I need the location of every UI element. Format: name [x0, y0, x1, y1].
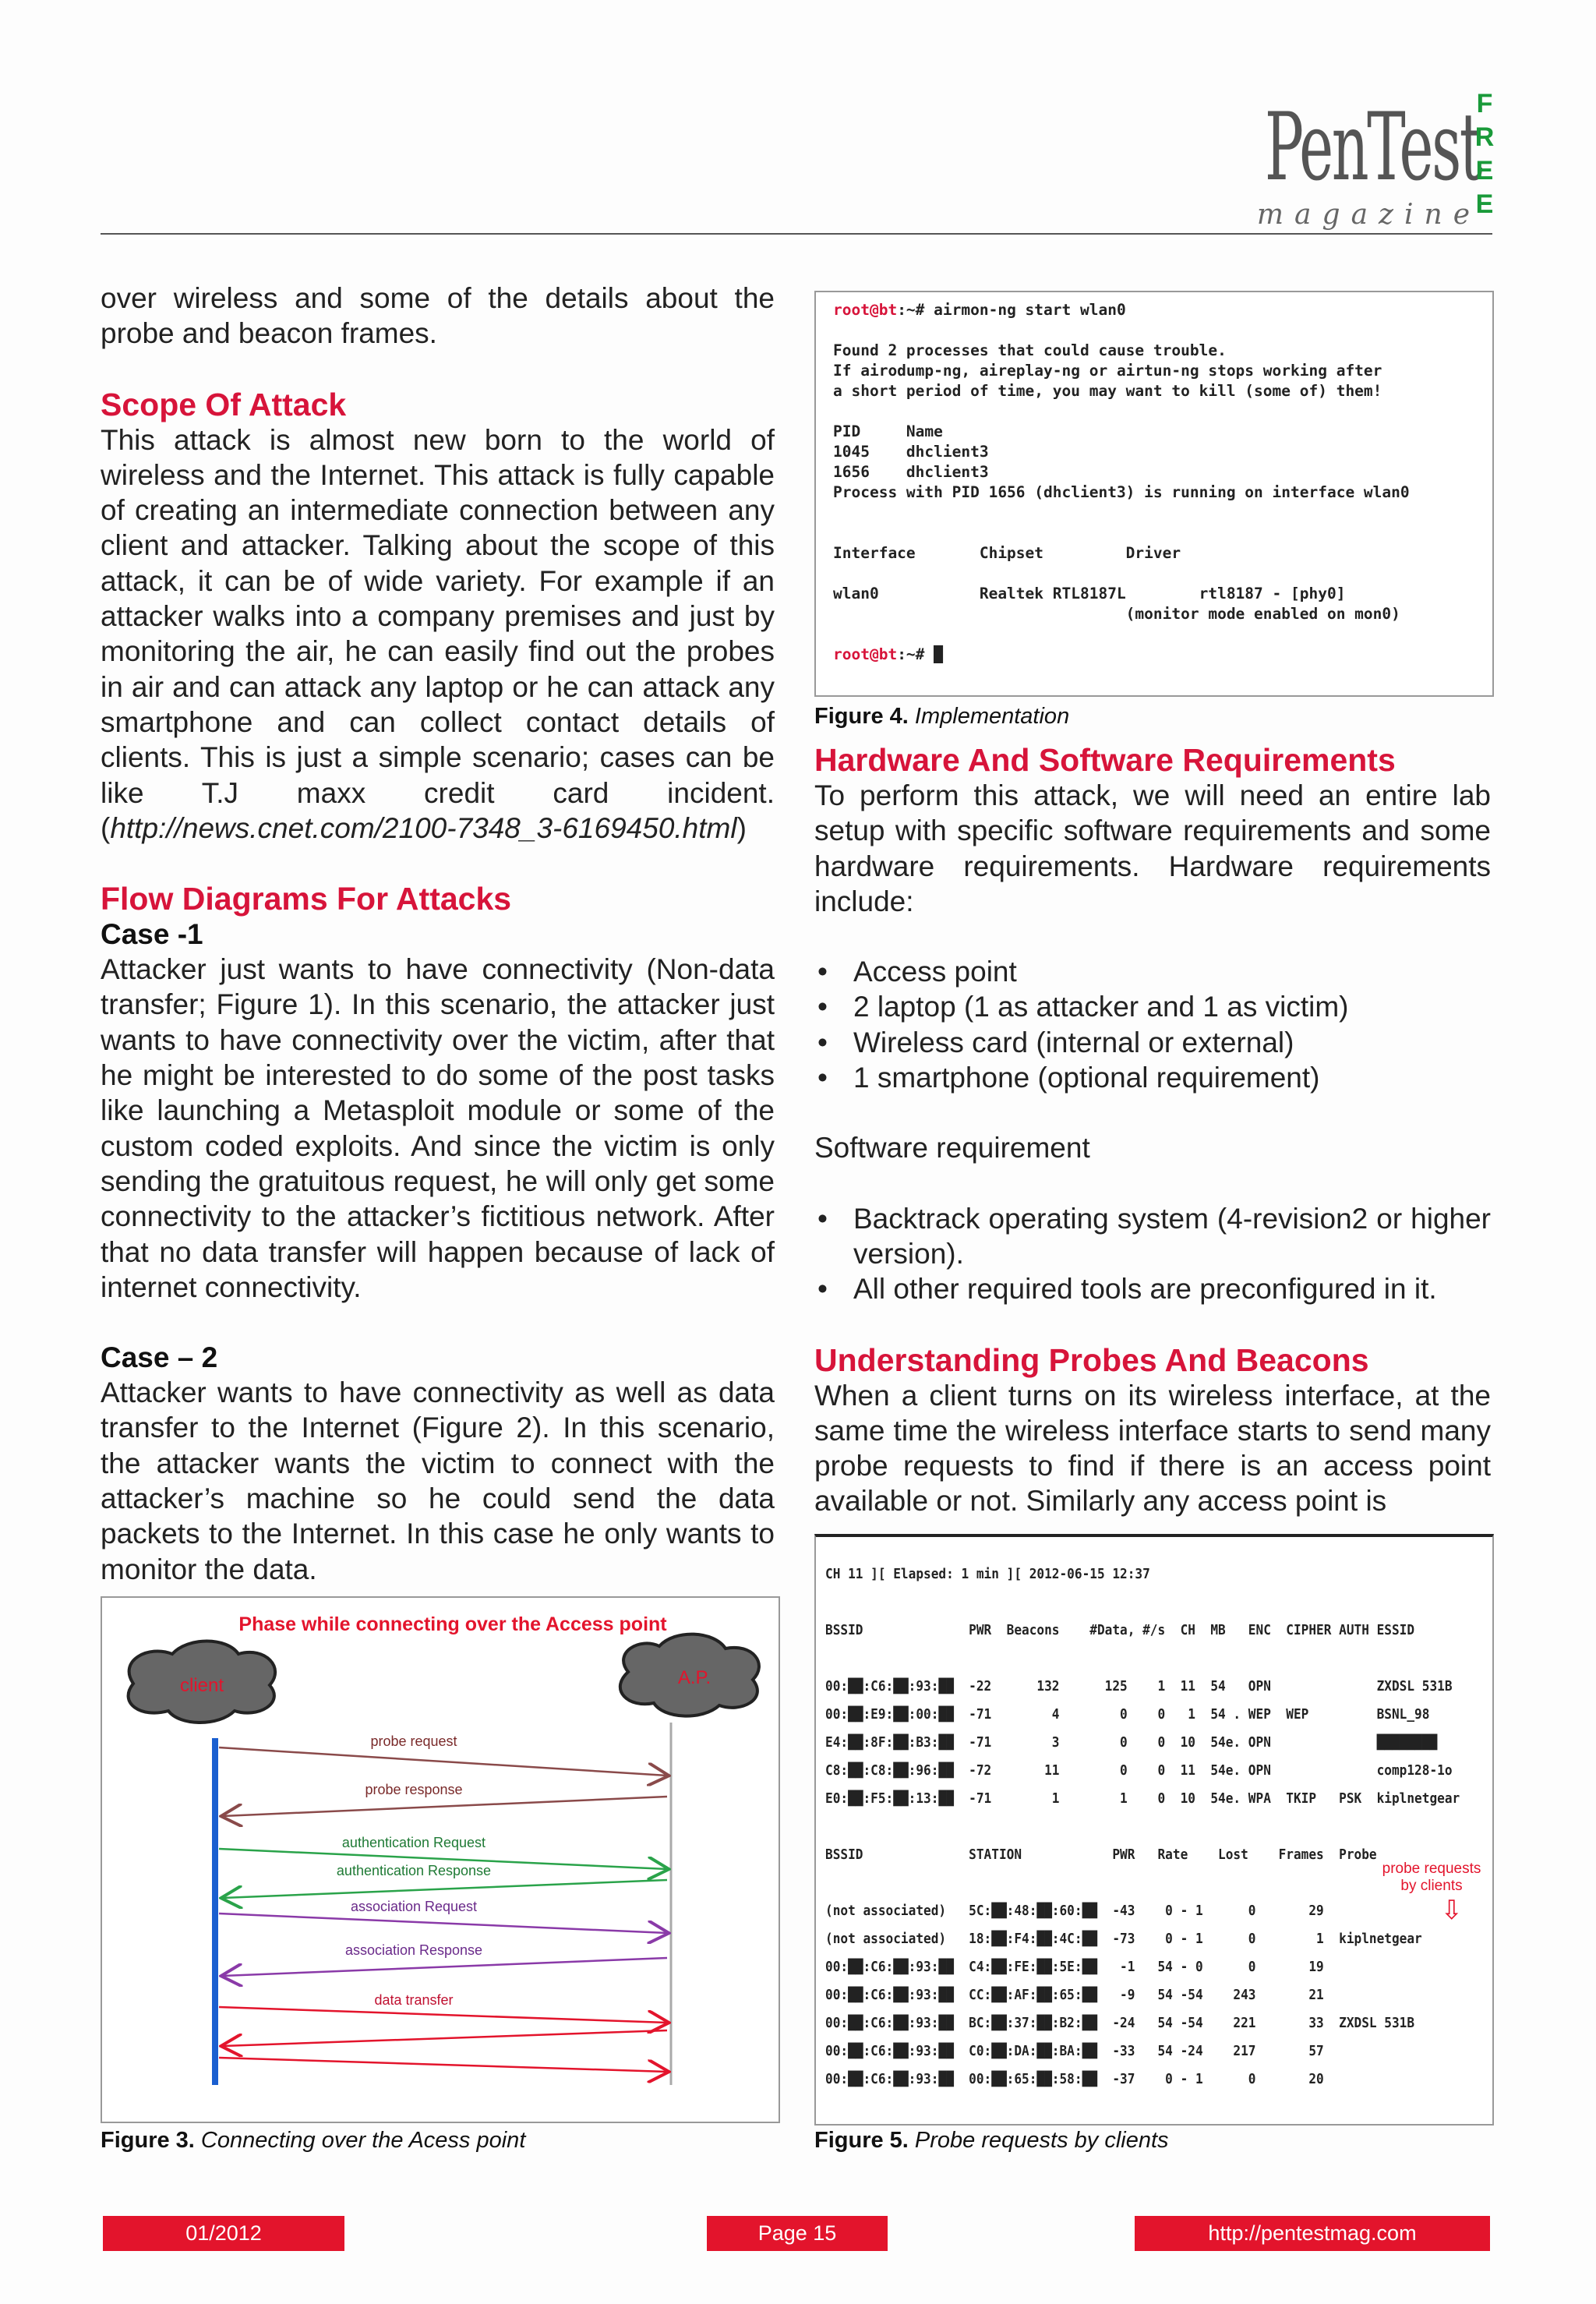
airodump-output: CH 11 ][ Elapsed: 1 min ][ 2012-06-15 12:37 BSSID PWR Beacons #Data, #/s CH MB ENC CIPHER AUTH ESSID 00:██:C6:██:93:██ -22 132 125 1 11 54 OPN ZXDSL 531B 00:██:E9:██:00:██ -71 4 0 0 1 54 . WEP WEP BSNL_98 E4:██:8F:██:B3:██ -71 3 0 0 10 54e. OPN ████████ C8:██:C8:██:96:██ -72 11 0 0 11 54e. OPN comp128-1o E0:██:F5:██:13:██ -71 1 1 0 10 54e. WPA TKIP PSK kiplnetgear BSSID STATION PWR Rate Lost Frames Probe (not associated) 5C:██:48:██:60:██ -43 0 - 1 0 29 (not associated) 18:██:F4:██:4C:██ -73 0 - 1 0 1 kiplnetgear 00:██:C6:██:93:██ C4:██:FE:██:5E:██ -1 54 - 0 0 19 00:██:C6:██:93:██ CC:██:AF:██:65:██ -9 54 -54 243 21 00:██:C6:██:93:██ BC:██:37:██:B2:██ -24 54 -54 221 33 ZXDSL 531B 00:██:C6:██:93:██ C0:██:DA:██:BA:██ -33 54 -24 217 57 00:██:C6:██:93:██ 00:██:65:██:58:██ -37 0 - 1 0 20 [825, 1567, 1460, 2087]
footer-page: Page 15 [707, 2216, 888, 2251]
sw-label: Software requirement [814, 1132, 1090, 1164]
free-letter: E [1475, 189, 1494, 219]
figure5-airodump [814, 1534, 1494, 2126]
message-label: probe response [365, 1782, 463, 1797]
list-item: • Access point [814, 954, 1491, 989]
figure3-caption: Figure 3. Connecting over the Acess point [101, 2128, 526, 2153]
figure4-caption: Figure 4. Implementation [814, 704, 1070, 729]
free-letter: R [1474, 122, 1495, 152]
message-label: association Response [344, 1942, 483, 1958]
intro-paragraph: over wireless and some of the details about the probe and beacon frames. [101, 282, 775, 350]
footer-url[interactable]: http://pentestmag.com [1135, 2216, 1490, 2251]
footer-issue: 01/2012 [103, 2216, 344, 2251]
case1-heading: Case -1 [101, 918, 203, 951]
list-item: • 2 laptop (1 as attacker and 1 as victim) [814, 989, 1491, 1024]
message-arrow [223, 1797, 667, 1816]
message-arrow [219, 2007, 667, 2023]
data-transfer-arrow [223, 2030, 667, 2046]
terminal-lines: Found 2 processes that could cause trouble. If airodump-ng, aireplay-ng or airtun-ng stops working after a short period of time, you may want to kill (some of) them! PID Name 1045 dhclient3 1656 dhclient3 Process with PID 1656 (dhclient3) is running on interface wlan0 Interface Chipset Driver wlan0 Realtek RTL8187L rtl8187 - [phy0] (monitor mode enabled on mon0) [833, 341, 1410, 623]
hw-list [814, 954, 1491, 1095]
left-column [101, 281, 775, 1587]
figure3-diagram [101, 1596, 780, 2123]
arrow-down-icon: ⇩ [1440, 1896, 1463, 1925]
list-item: • Backtrack operating system (4-revision2 or higher version). [814, 1201, 1491, 1272]
sequence-diagram [102, 1598, 779, 2122]
probes-heading: Understanding Probes And Beacons [814, 1341, 1369, 1378]
scope-paragraph: This attack is almost new born to the world of wireless and the Internet. This attack is fully capable of creating an intermediate connection between any client and attacker. Talking about the scope of this attack, it can be of wide variety. For example if an attacker walks into a company premises and just by monitoring the air, he can easily find out the probes in air and can attack any laptop or he can attack any smartphone and can collect contact details of clients. This is just a simple scenario; cases can be like T.J maxx credit card incident. (http://news.cnet.com/2100-7348_3-6169450.html) [101, 423, 775, 844]
case2-heading: Case – 2 [101, 1341, 218, 1374]
terminal-output: root@bt:~# airmon-ng start wlan0 Found 2 processes that could cause trouble. If airodump-ng, aireplay-ng or airtun-ng stops working after a short period of time, you may want to kill (some of) them! PID Name 1045 dhclient3 1656 dhclient3 Process with PID 1656 (dhclient3) is running on interface wlan0 Interface Chipset Driver wlan0 Realtek RTL8187L rtl8187 - [phy0] (monitor mode enabled on mon0) root@bt:~# █ [833, 301, 1410, 663]
right-column [814, 742, 1491, 1519]
list-item: • Wireless card (internal or external) [814, 1025, 1491, 1060]
message-label: authentication Response [336, 1863, 492, 1878]
message-label: authentication Request [341, 1835, 486, 1850]
case1-paragraph: Attacker just wants to have connectivity (Non-data transfer; Figure 1). In this scenario, the attacker just wants to have connectivity over the victim, after that he might be interested to do some of the post tasks like launching a Metasploit module or some of the custom coded exploits. And since the victim is only sending the gratuitous request, he will only get some connectivity to the attacker’s fictitious network. After that no data transfer will happen because of lack of internet connectivity. [101, 953, 775, 1303]
free-badge [1473, 87, 1496, 221]
message-label: probe request [370, 1733, 457, 1749]
scope-link[interactable]: http://news.cnet.com/2100-7348_3-6169450.html [110, 811, 737, 844]
hw-paragraph: To perform this attack, we will need an entire lab setup with specific software requirements and some hardware requirements. Hardware requirements include: [814, 779, 1491, 917]
access-point-cloud [620, 1634, 759, 1716]
data-transfer-arrow [219, 2058, 667, 2072]
ap-rows: 00:██:C6:██:93:██ -22 132 125 1 11 54 OPN ZXDSL 531B 00:██:E9:██:00:██ -71 4 0 0 1 54 . WEP WEP BSNL_98 E4:██:8F:██:B3:██ -71 3 0 0 10 54e. OPN ████████ C8:██:C8:██:96:██ -72 11 0 0 11 54e. OPN comp128-1o E0:██:F5:██:13:██ -71 1 1 0 10 54e. WPA TKIP PSK kiplnetgear [825, 1679, 1460, 1807]
station-rows: (not associated) 5C:██:48:██:60:██ -43 0 - 1 0 29 (not associated) 18:██:F4:██:4C:██ -73 0 - 1 0 1 kiplnetgear 00:██:C6:██:93:██ C4:██:FE:██:5E:██ -1 54 - 0 0 19 00:██:C6:██:93:██ CC:██:AF:██:65:██ -9 54 -54 243 21 00:██:C6:██:93:██ BC:██:37:██:B2:██ -24 54 -54 221 33 ZXDSL 531B 00:██:C6:██:93:██ C0:██:DA:██:BA:██ -33 54 -24 217 57 00:██:C6:██:93:██ 00:██:65:██:58:██ -37 0 - 1 0 20 [825, 1903, 1422, 2087]
message-label: data transfer [374, 1992, 454, 2008]
sw-list [814, 1201, 1491, 1307]
logo-title: PenTest [1264, 94, 1481, 202]
scope-heading: Scope Of Attack [101, 386, 347, 422]
free-letter: E [1475, 156, 1494, 186]
client-label: client [179, 1675, 224, 1696]
diagram-title: Phase while connecting over the Access point [238, 1613, 667, 1635]
probe-annotation: probe requests by clients [1382, 1861, 1481, 1894]
message-arrow [223, 1958, 667, 1976]
logo-subtitle: magazine [1256, 199, 1481, 231]
flow-heading: Flow Diagrams For Attacks [101, 881, 512, 917]
free-letter: F [1476, 89, 1493, 118]
message-arrow [219, 1914, 667, 1933]
probes-paragraph: When a client turns on its wireless interface, at the same time the wireless interface starts to send many probe requests to find if there is an access point available or not. Similarly any access point is [814, 1379, 1491, 1518]
message-arrow [223, 1880, 667, 1898]
figure4-terminal [814, 291, 1494, 697]
ap-label: A.P. [677, 1667, 711, 1688]
magazine-logo [1247, 86, 1481, 234]
figure5-caption: Figure 5. Probe requests by clients [814, 2128, 1169, 2153]
hw-heading: Hardware And Software Requirements [814, 742, 1396, 778]
case2-paragraph: Attacker wants to have connectivity as well as data transfer to the Internet (Figure 2). In this scenario, the attacker wants the victim to connect with the attacker’s machine so he could send the data packets to the Internet. In this case he only wants to monitor the data. [101, 1376, 775, 1585]
list-item: • 1 smartphone (optional requirement) [814, 1060, 1491, 1095]
message-arrow [219, 1747, 667, 1776]
message-label: association Request [350, 1899, 478, 1914]
list-item: • All other required tools are preconfigured in it. [814, 1271, 1491, 1306]
client-cloud [129, 1641, 276, 1723]
header-divider [101, 233, 1492, 235]
